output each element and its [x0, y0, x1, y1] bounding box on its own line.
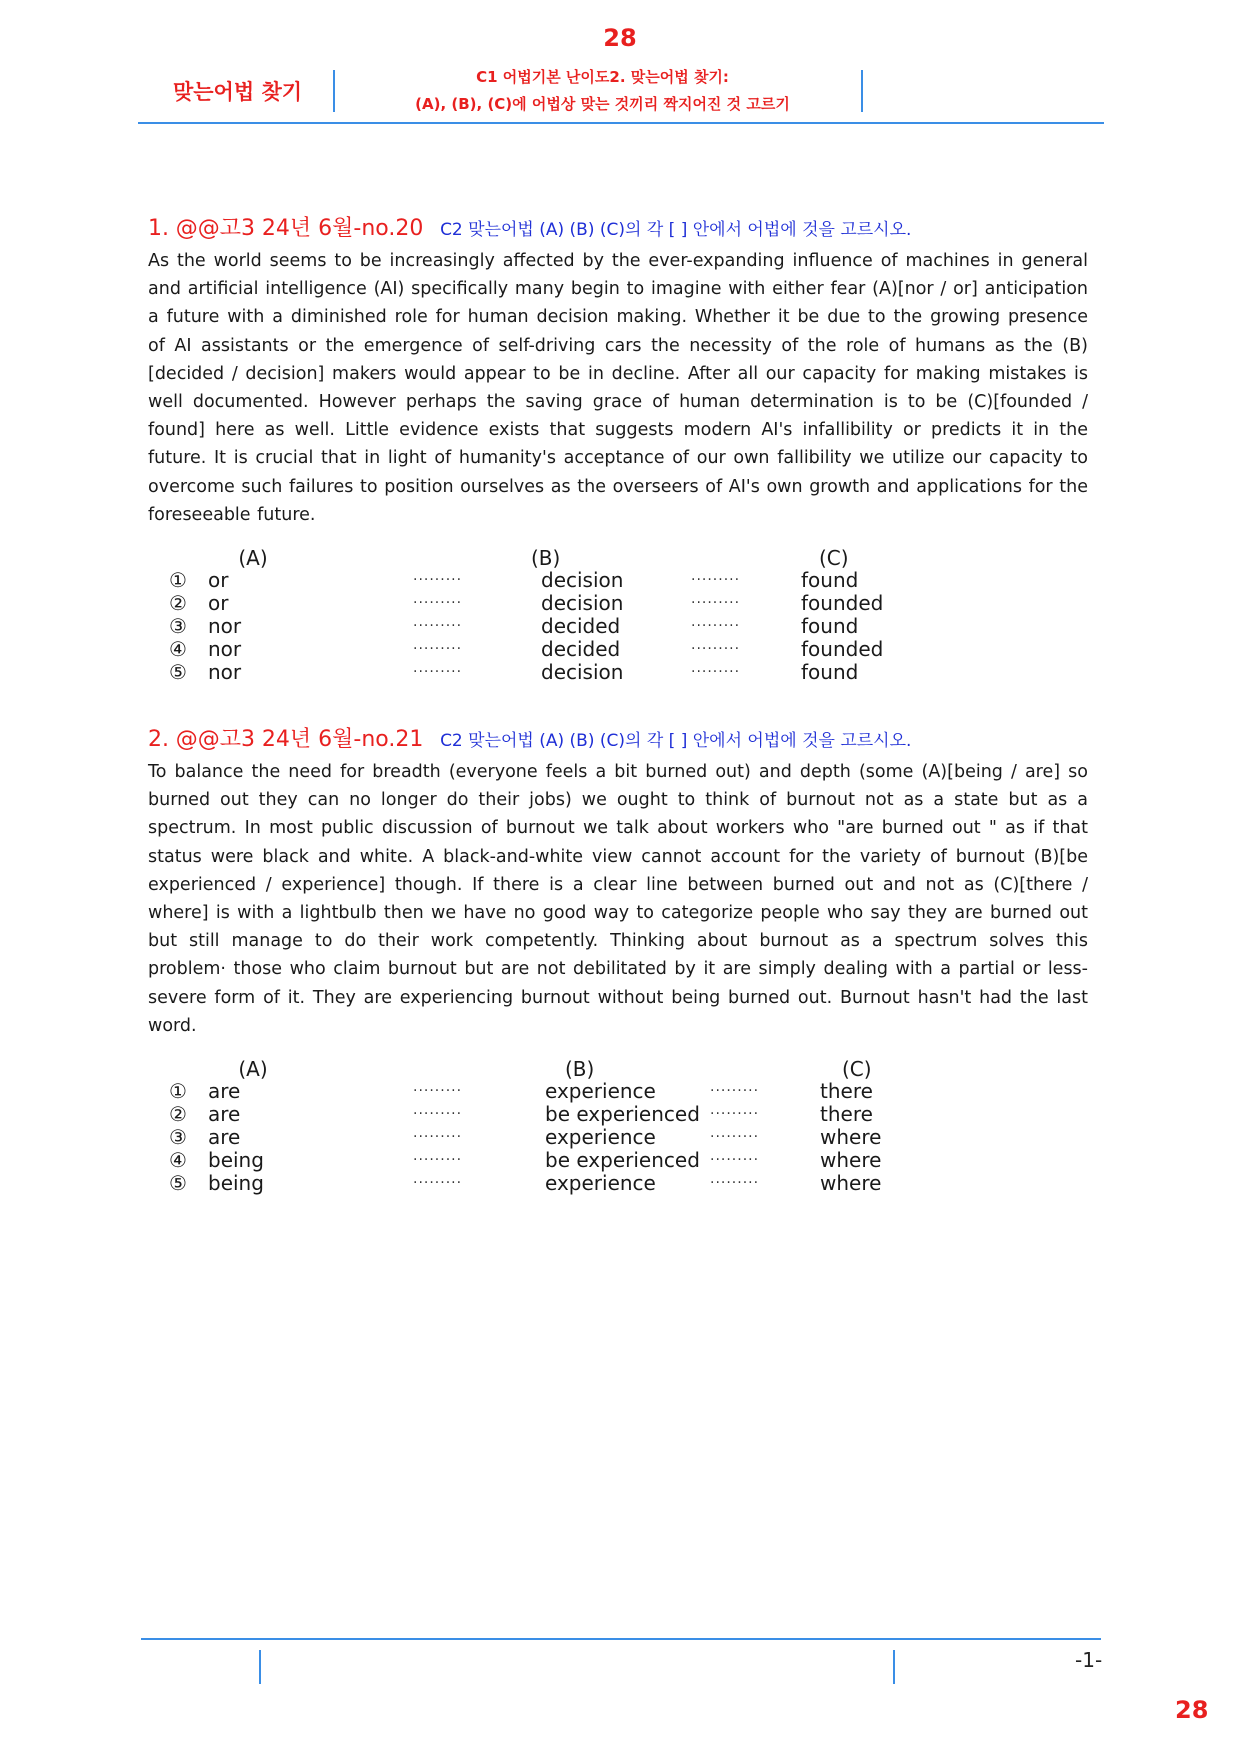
- column-header-b: (B): [531, 546, 561, 571]
- option-number: ④: [169, 637, 187, 662]
- option-number: ③: [169, 1125, 187, 1150]
- column-header-a: (A): [238, 546, 268, 571]
- header-rule: [138, 122, 1104, 124]
- option-row[interactable]: [148, 1126, 962, 1149]
- leader-dots: ·········: [710, 1152, 760, 1169]
- leader-dots: ·········: [413, 595, 463, 612]
- option-c: where: [820, 1148, 882, 1173]
- option-row[interactable]: [148, 1080, 962, 1103]
- answer-options: [148, 547, 969, 684]
- option-a: nor: [208, 660, 242, 685]
- leader-dots: ·········: [413, 572, 463, 589]
- column-header-a: (A): [238, 1057, 268, 1082]
- option-b: experience: [545, 1171, 656, 1196]
- page-number-bottom: 28: [1175, 1696, 1209, 1724]
- page-number-top: 28: [603, 24, 637, 52]
- option-c: where: [820, 1125, 882, 1150]
- question-2: [148, 724, 1088, 1195]
- question-number: 2.: [148, 727, 169, 752]
- question-passage: As the world seems to be increasingly affected by the ever-expanding influence of machines in general and artificial intelligence (AI) specifically many begin to imagine with either fear (A)[nor / or] anticipation a future with a diminished role for human decision making. Whether it be due to the growing presence of AI assistants or the emergence of self-driving cars the necessity of the role of humans as the (B)[decided / decision] makers would appear to be in decline. After all our capacity for making mistakes is well documented. However perhaps the saving grace of human determination is to be (C)[founded / found] here as well. Little evidence exists that suggests modern AI's infallibility or predicts it in the future. It is crucial that in light of humanity's acceptance of our own fallibility we utilize our capacity to overcome such failures to position ourselves as the overseers of AI's own growth and applications for the foreseeable future.: [148, 251, 1088, 525]
- leader-dots: ·········: [413, 618, 463, 635]
- option-a: or: [208, 591, 229, 616]
- option-b: decision: [541, 660, 624, 685]
- header-divider-left: [333, 70, 335, 112]
- option-number: ①: [169, 568, 187, 593]
- option-number: ②: [169, 591, 187, 616]
- leader-dots: ·········: [413, 641, 463, 658]
- header-subtitle: [340, 64, 865, 118]
- leader-dots: ·········: [413, 1083, 463, 1100]
- option-row[interactable]: [148, 615, 969, 638]
- option-c: where: [820, 1171, 882, 1196]
- option-row[interactable]: [148, 592, 969, 615]
- option-c: found: [801, 660, 859, 685]
- option-a: being: [208, 1148, 264, 1173]
- question-passage: To balance the need for breadth (everyone feels a bit burned out) and depth (some (A)[being / are] so burned out they can no longer do their jobs) we ought to think of burnout not as a state but as a spectrum. In most public discussion of burnout we talk about workers who "are burned out " as if that status were black and white. A black-and-white view cannot account for the variety of burnout (B)[be experienced / experience] though. If there is a clear line between burned out and not as (C)[there / where] is with a lightbulb then we have no good way to categorize people who say they are burned out but still manage to do their work competently. Thinking about burnout as a spectrum solves this problem· those who claim burnout but are not debilitated by it are simply dealing with a partial or less-severe form of it. They are experiencing burnout without being burned out. Burnout hasn't had the last word.: [148, 762, 1088, 1036]
- option-a: or: [208, 568, 229, 593]
- leader-dots: ·········: [710, 1175, 760, 1192]
- options-header-row: [148, 1058, 962, 1080]
- header-subtitle-line2: (A), (B), (C)에 어법상 맞는 것끼리 짝지어진 것 고르기: [415, 95, 790, 113]
- footer-divider-right: [893, 1650, 895, 1684]
- option-row[interactable]: [148, 1172, 962, 1195]
- option-c: founded: [801, 591, 884, 616]
- option-a: being: [208, 1171, 264, 1196]
- leader-dots: ·········: [413, 1106, 463, 1123]
- option-number: ③: [169, 614, 187, 639]
- option-row[interactable]: [148, 661, 969, 684]
- question-instruction: C2 맞는어법 (A) (B) (C)의 각 [ ] 안에서 어법에 것을 고르시오.: [440, 731, 912, 751]
- page-indicator: -1-: [1075, 1648, 1103, 1672]
- header-divider-right: [861, 70, 863, 112]
- leader-dots: ·········: [691, 664, 741, 681]
- leader-dots: ·········: [413, 1152, 463, 1169]
- header-subtitle-line1: C1 어법기본 난이도2. 맞는어법 찾기:: [476, 68, 729, 86]
- option-c: there: [820, 1102, 873, 1127]
- question-instruction: C2 맞는어법 (A) (B) (C)의 각 [ ] 안에서 어법에 것을 고르시오.: [440, 220, 912, 240]
- option-b: experience: [545, 1079, 656, 1104]
- column-header-c: (C): [842, 1057, 872, 1082]
- option-number: ②: [169, 1102, 187, 1127]
- leader-dots: ·········: [710, 1083, 760, 1100]
- option-a: nor: [208, 614, 242, 639]
- footer-rule: [141, 1638, 1101, 1640]
- option-c: founded: [801, 637, 884, 662]
- option-a: nor: [208, 637, 242, 662]
- section-title: 맞는어법 찾기: [172, 80, 303, 104]
- leader-dots: ·········: [413, 1175, 463, 1192]
- question-1: [148, 213, 1088, 684]
- option-b: decision: [541, 568, 624, 593]
- option-c: there: [820, 1079, 873, 1104]
- option-row[interactable]: [148, 569, 969, 592]
- option-a: are: [208, 1125, 241, 1150]
- option-a: are: [208, 1102, 241, 1127]
- option-b: be experienced: [545, 1148, 700, 1173]
- leader-dots: ·········: [691, 572, 741, 589]
- leader-dots: ·········: [413, 664, 463, 681]
- leader-dots: ·········: [691, 641, 741, 658]
- option-b: experience: [545, 1125, 656, 1150]
- answer-options: [148, 1058, 962, 1195]
- column-header-b: (B): [565, 1057, 595, 1082]
- footer-divider-left: [259, 1650, 261, 1684]
- option-b: decided: [541, 637, 621, 662]
- option-c: found: [801, 614, 859, 639]
- question-source: @@고3 24년 6월-no.21: [175, 727, 424, 752]
- question-title: [148, 213, 1088, 245]
- question-source: @@고3 24년 6월-no.20: [175, 216, 424, 241]
- leader-dots: ·········: [691, 595, 741, 612]
- option-b: decision: [541, 591, 624, 616]
- option-row[interactable]: [148, 638, 969, 661]
- question-number: 1.: [148, 216, 169, 241]
- options-header-row: [148, 547, 969, 569]
- option-a: are: [208, 1079, 241, 1104]
- column-header-c: (C): [819, 546, 849, 571]
- leader-dots: ·········: [710, 1106, 760, 1123]
- question-title: [148, 724, 1088, 756]
- option-c: found: [801, 568, 859, 593]
- option-number: ④: [169, 1148, 187, 1173]
- leader-dots: ·········: [691, 618, 741, 635]
- option-b: be experienced: [545, 1102, 700, 1127]
- leader-dots: ·········: [710, 1129, 760, 1146]
- option-number: ①: [169, 1079, 187, 1104]
- option-row[interactable]: [148, 1103, 962, 1126]
- leader-dots: ·········: [413, 1129, 463, 1146]
- option-number: ⑤: [169, 1171, 187, 1196]
- option-number: ⑤: [169, 660, 187, 685]
- option-row[interactable]: [148, 1149, 962, 1172]
- option-b: decided: [541, 614, 621, 639]
